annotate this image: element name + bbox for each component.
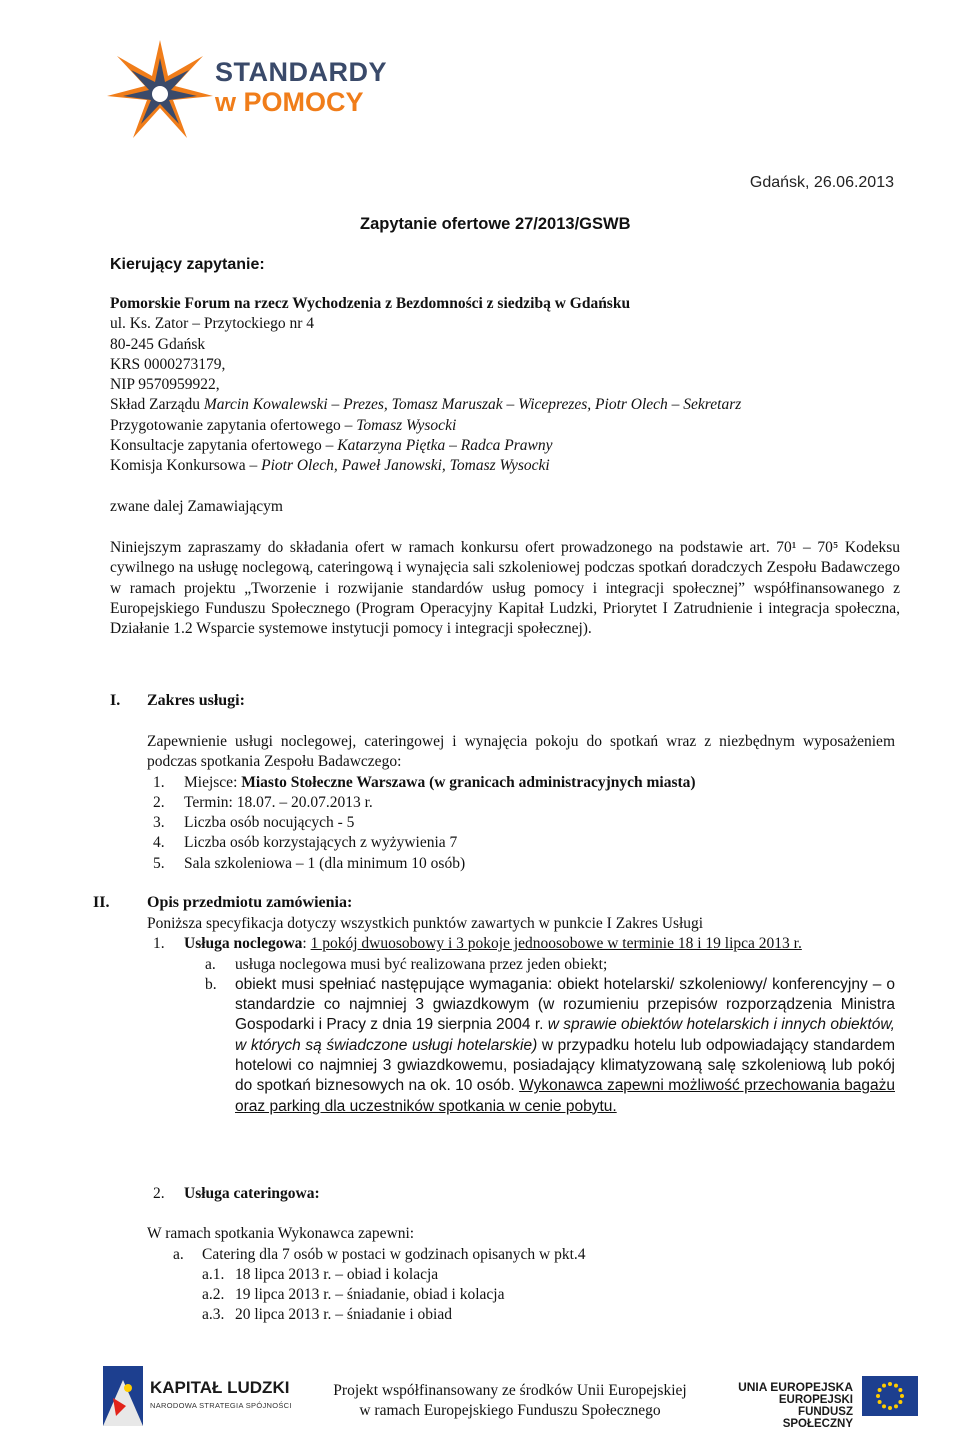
list-item xyxy=(147,854,895,874)
section-2-body xyxy=(147,914,895,1117)
list-number: 5. xyxy=(153,854,165,872)
organization-block xyxy=(110,294,900,517)
list-number: 3. xyxy=(153,814,165,832)
eu-line1: UNIA EUROPEJSKA xyxy=(738,1380,853,1394)
consult-name: Katarzyna Piętka – Radca Prawny xyxy=(337,437,553,455)
list-number: 1. xyxy=(153,773,165,791)
catering-lead: W ramach spotkania Wykonawca zapewni: xyxy=(147,1225,415,1243)
logo-text-line1: STANDARDY xyxy=(215,57,387,87)
organization-krs: KRS 0000273179, xyxy=(110,355,226,373)
logo-text-line2: w POMOCY xyxy=(215,87,364,117)
service-lodging-label: Usługa noclegowa xyxy=(184,935,303,953)
list-text: Liczba osób nocujących - 5 xyxy=(184,814,355,832)
colon: : xyxy=(302,935,311,953)
board-line xyxy=(110,395,900,415)
list-text: Termin: 18.07. – 20.07.2013 r. xyxy=(184,793,373,811)
list-number: a.1. xyxy=(202,1265,225,1283)
footer-text-line2: w ramach Europejskiego Funduszu Społecznego xyxy=(359,1402,661,1419)
committee-prefix: Komisja Konkursowa – xyxy=(110,457,258,475)
list-item xyxy=(147,793,895,813)
footer-text xyxy=(300,1381,720,1421)
intro-paragraph: Niniejszym zapraszamy do składania ofert w ramach konkursu ofert prowadzonego na podstawie art. 70¹ – 70⁵ Kodeksu cywilnego na usługę noclegową, cateringową i wynajęcia sali szkoleniowej podczas spotkań doradczych Zespołu Badawczego w ramach projektu „Tworzenie i rozwijanie standardów usług pomocy i integracji społecznej” współfinansowanego z Europejskiego Funduszu Społecznego (Program Operacyjny Kapitał Ludzki, Priorytet I Zatrudnienie i integracja społeczna, Działanie 1.2 Wsparcie systemowe instytucji pomocy i integracji społecznej). xyxy=(110,539,900,638)
lodging-subitem-a xyxy=(147,955,895,975)
list-item xyxy=(147,773,895,793)
consult-prefix: Konsultacje zapytania ofertowego – xyxy=(110,437,334,455)
kapital-ludzki-title: KAPITAŁ LUDZKI xyxy=(150,1378,290,1397)
list-item xyxy=(147,833,895,853)
lodging-subitem-b xyxy=(147,975,895,1117)
organization-name: Pomorskie Forum na rzecz Wychodzenia z Bezdomności z siedzibą w Gdańsku xyxy=(110,295,631,312)
catering-day-text: 20 lipca 2013 r. – śniadanie i obiad xyxy=(235,1306,452,1324)
board-prefix: Skład Zarządu xyxy=(110,396,200,414)
section-2-number: II. xyxy=(93,894,110,911)
kapital-ludzki-icon xyxy=(98,1358,148,1433)
kapital-ludzki-emblem xyxy=(98,1358,148,1433)
prep-name: Tomasz Wysocki xyxy=(356,416,457,434)
consult-line xyxy=(110,436,900,456)
service-catering xyxy=(147,1184,895,1326)
organization-city: 80-245 Gdańsk xyxy=(110,335,206,353)
catering-day-item xyxy=(147,1265,895,1285)
list-letter: a. xyxy=(173,1245,184,1263)
section-1-list xyxy=(147,773,895,874)
lodging-subitem-b-text2: w przypadku hotelu lub odpowiadający standardem hotelowi co najmniej 3 gwiazdkowemu, posiadający klimatyzowaną salę szkoleniową lub pokój do spotkań biznesowych na ok. 10 osób. xyxy=(235,1036,895,1095)
catering-subitem-a xyxy=(147,1245,895,1265)
list-text: Sala szkoleniowa – 1 (dla minimum 10 osób) xyxy=(184,854,466,872)
section-1-lead: Zapewnienie usługi noclegowej, cateringowej i wynajęcia pokoju do spotkań wraz z niezbędnym wyposażeniem podczas spotkania Zespołu Badawczego: xyxy=(147,733,895,771)
service-lodging-text: 1 pokój dwuosobowy i 3 pokoje jednoosobowe w terminie 18 i 19 lipca 2013 r. xyxy=(310,935,802,953)
list-letter: a. xyxy=(205,955,216,973)
catering-day-item xyxy=(147,1305,895,1325)
requester-heading: Kierujący zapytanie: xyxy=(110,256,265,273)
lodging-subitem-b-underline: Wykonawca zapewni możliwość przechowania bagażu oraz parking dla uczestników spotkania w cenie pobytu. xyxy=(235,1077,895,1115)
eu-flag xyxy=(862,1376,918,1416)
prep-prefix: Przygotowanie zapytania ofertowego – xyxy=(110,416,353,434)
catering-day-item xyxy=(147,1285,895,1305)
kapital-ludzki-subtitle: NARODOWA STRATEGIA SPÓJNOŚCI xyxy=(150,1401,292,1410)
star-logo-icon xyxy=(105,38,215,143)
section-2-lead: Poniższa specyfikacja dotyczy wszystkich punktów zawartych w punkcie I Zakres Usługi xyxy=(147,915,704,932)
catering-day-text: 19 lipca 2013 r. – śniadanie, obiad i kolacja xyxy=(235,1286,505,1304)
list-label: Miejsce: xyxy=(184,773,242,791)
prep-line xyxy=(110,416,900,436)
list-number: 2. xyxy=(153,1185,165,1202)
list-bold-text: Miasto Stołeczne Warszawa (w granicach administracyjnych miasta) xyxy=(241,773,696,791)
service-lodging xyxy=(147,934,895,954)
lodging-subitem-a-text: usługa noclegowa musi być realizowana przez jeden obiekt; xyxy=(235,955,608,973)
section-1-number: I. xyxy=(110,692,121,709)
committee-line xyxy=(110,456,900,476)
eu-text xyxy=(728,1380,853,1430)
board-names: Marcin Kowalewski – Prezes, Tomasz Maruszak – Wiceprezes, Piotr Olech – Sekretarz xyxy=(203,396,742,414)
service-catering-label: Usługa cateringowa: xyxy=(184,1185,320,1202)
organization-nip: NIP 9570959922, xyxy=(110,376,220,394)
eu-stars-icon xyxy=(862,1376,918,1416)
lodging-subitem-b-italic: w sprawie obiektów hotelarskich i innych obiektów, w których są świadczone usługi hotelarskie) xyxy=(235,1016,895,1054)
document-date: Gdańsk, 26.06.2013 xyxy=(749,174,894,191)
list-number: 2. xyxy=(153,793,165,811)
zwane-line: zwane dalej Zamawiającym xyxy=(110,497,283,515)
footer-text-line1: Projekt współfinansowany ze środków Unii Europejskiej xyxy=(333,1382,687,1399)
eu-line2: EUROPEJSKI xyxy=(778,1394,853,1406)
section-1-title: Zakres usługi: xyxy=(147,692,245,709)
list-letter: b. xyxy=(205,975,217,993)
list-number: 1. xyxy=(153,935,165,953)
catering-subitem-a-text: Catering dla 7 osób w postaci w godzinach opisanych w pkt.4 xyxy=(202,1245,586,1263)
catering-day-text: 18 lipca 2013 r. – obiad i kolacja xyxy=(235,1265,439,1283)
committee-names: Piotr Olech, Paweł Janowski, Tomasz Wysocki xyxy=(261,457,550,475)
logo xyxy=(105,38,215,143)
list-number: a.2. xyxy=(202,1286,225,1304)
section-2-title: Opis przedmiotu zamówienia: xyxy=(147,894,353,911)
document-title: Zapytanie ofertowe 27/2013/GSWB xyxy=(360,215,631,233)
list-text: Liczba osób korzystających z wyżywienia 7 xyxy=(184,834,458,852)
lodging-subitem-b-text: obiekt musi spełniać następujące wymagania: obiekt hotelarski/ szkoleniowy/ konferencyjny – o standardzie co najmniej 3 gwiazdkowym (w rozumieniu przepisów rozporządzenia Ministra Gospodarki i Pracy z dnia 19 sierpnia 2004 r. xyxy=(235,975,895,1034)
list-number: 4. xyxy=(153,834,165,852)
list-number: a.3. xyxy=(202,1306,225,1324)
section-1-body xyxy=(147,732,895,874)
list-item xyxy=(147,813,895,833)
service-catering-heading xyxy=(147,1184,895,1204)
organization-street: ul. Ks. Zator – Przytockiego nr 4 xyxy=(110,315,315,333)
eu-line3: FUNDUSZ SPOŁECZNY xyxy=(782,1406,853,1430)
